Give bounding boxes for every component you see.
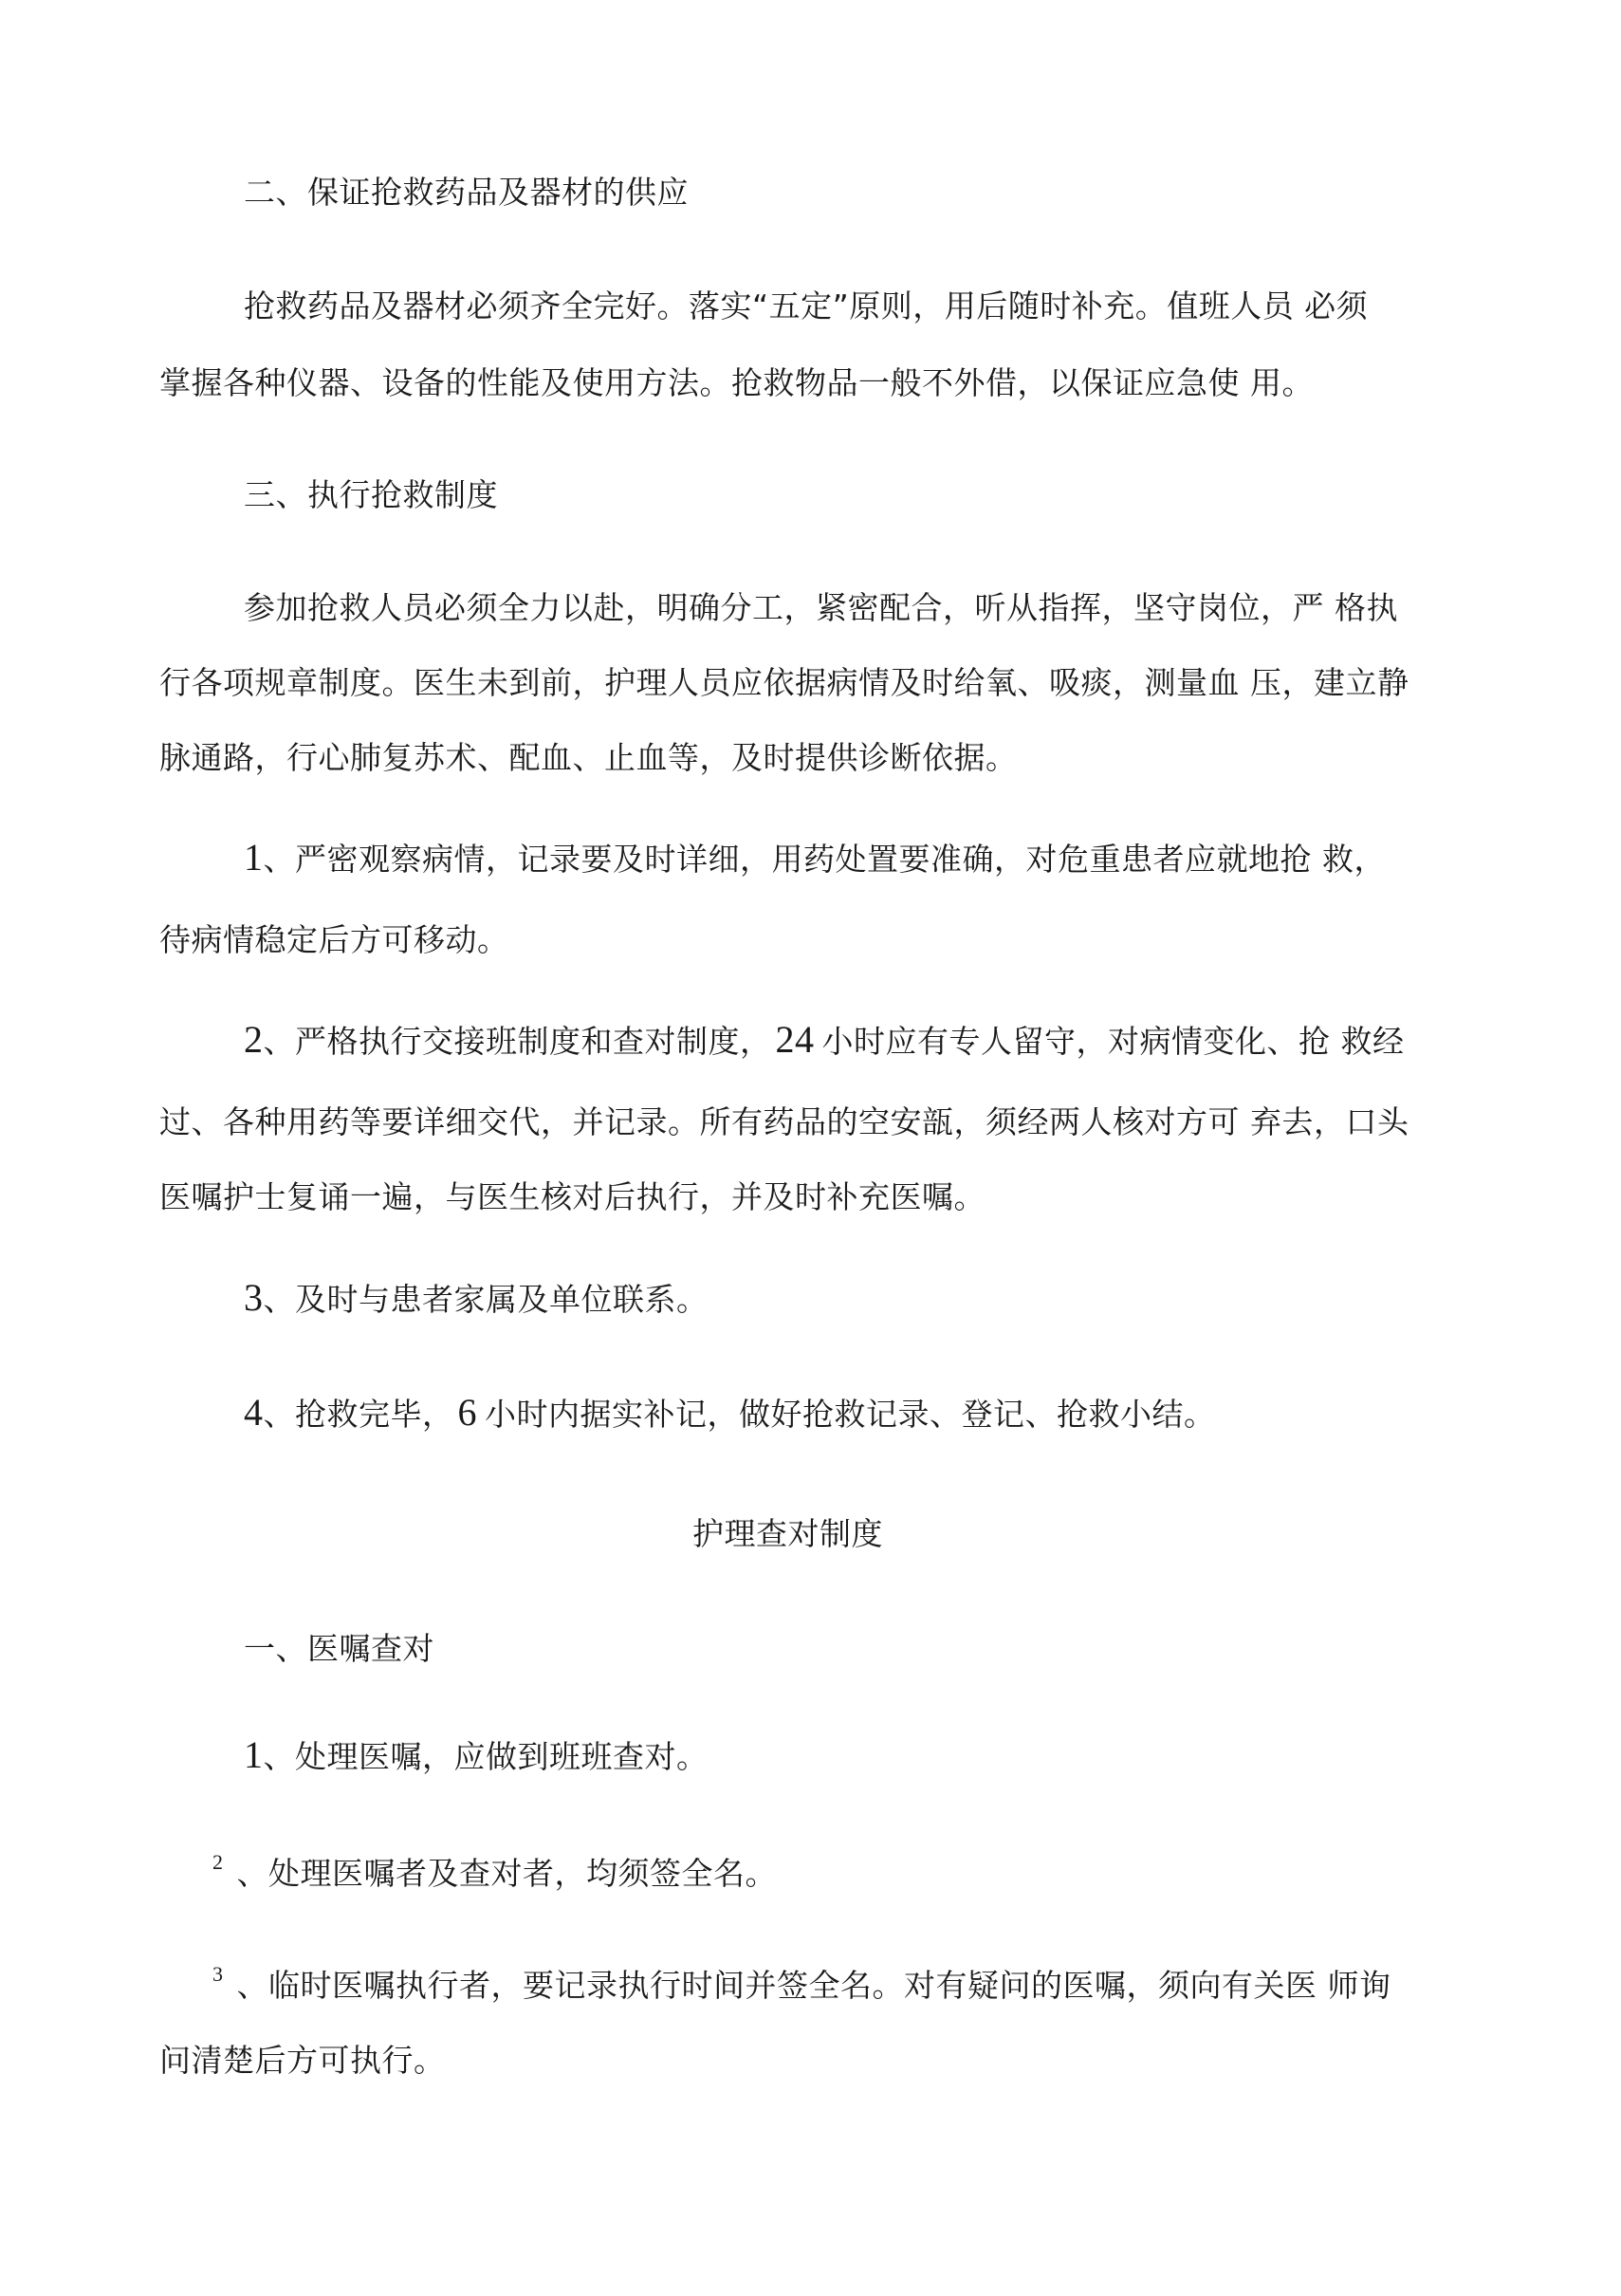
item-4-text-b: 小时内据实补记，做好抢救记录、登记、抢救小结。 xyxy=(485,1396,1216,1433)
sub-item-1-number: 1 xyxy=(244,1733,264,1776)
item-2-line-2: 过、各种用药等要详细交代，并记录。所有药品的空安瓿，须经两人核对方可 弃去，口头 xyxy=(159,1103,1409,1140)
sub-item-3-number: 3 xyxy=(212,1962,224,1986)
item-4-number: 4 xyxy=(244,1391,264,1434)
sub-heading-order-check: 一、医嘱查对 xyxy=(244,1630,434,1667)
item-1-number: 1 xyxy=(244,836,264,879)
item-3-line xyxy=(244,1276,709,1319)
sub-item-3-text: 、临时医嘱执行者，要记录执行时间并签全名。对有疑问的医嘱，须向有关医 师询 xyxy=(236,1967,1391,2004)
item-2-text-b: 小时应有专人留守，对病情变化、抢 救经 xyxy=(821,1023,1405,1060)
section-two-para-line-2: 掌握各种仪器、设备的性能及使用方法。抢救物品一般不外借，以保证应急使 用。 xyxy=(159,364,1314,401)
item-2-hours: 24 xyxy=(775,1018,815,1061)
item-4-line xyxy=(244,1391,1216,1434)
sub-item-2-text: 、处理医嘱者及查对者，均须签全名。 xyxy=(236,1855,777,1892)
item-4-hours: 6 xyxy=(457,1391,477,1434)
sub-item-2-number: 2 xyxy=(212,1850,224,1874)
section-three-para-line-2: 行各项规章制度。医生未到前，护理人员应依据病情及时给氧、吸痰，测量血 压，建立静 xyxy=(159,664,1409,701)
section-three-heading: 三、执行抢救制度 xyxy=(244,476,498,513)
section-three-para-line-3: 脉通路，行心肺复苏术、配血、止血等，及时提供诊断依据。 xyxy=(159,739,1018,776)
item-3-text: 、及时与患者家属及单位联系。 xyxy=(263,1281,709,1318)
sub-item-3-line-1 xyxy=(212,1962,1391,2009)
sub-item-3-line-2: 问清楚后方可执行。 xyxy=(159,2042,446,2079)
item-2-line-3: 医嘱护士复诵一遍，与医生核对后执行，并及时补充医嘱。 xyxy=(159,1178,985,1215)
item-1-line-2: 待病情稳定后方可移动。 xyxy=(159,921,509,958)
sub-item-1-line xyxy=(244,1733,709,1776)
section-three-para-line-1: 参加抢救人员必须全力以赴，明确分工，紧密配合，听从指挥，坚守岗位，严 格执 xyxy=(244,589,1398,626)
section-two-para-line-1: 抢救药品及器材必须齐全完好。落实“五定”原则，用后随时补充。值班人员 必须 xyxy=(244,287,1369,324)
item-4-text-a: 、抢救完毕， xyxy=(263,1396,454,1433)
sub-item-1-text: 、处理医嘱，应做到班班查对。 xyxy=(263,1738,709,1775)
section-title-nursing-check: 护理查对制度 xyxy=(692,1515,883,1552)
item-2-text-a: 、严格执行交接班制度和查对制度， xyxy=(263,1023,772,1060)
item-1-line-1 xyxy=(244,836,1386,879)
item-2-line-1 xyxy=(244,1018,1405,1061)
item-1-text: 、严密观察病情，记录要及时详细，用药处置要准确，对危重患者应就地抢 救， xyxy=(263,841,1386,878)
section-two-heading: 二、保证抢救药品及器材的供应 xyxy=(244,174,689,211)
item-3-number: 3 xyxy=(244,1276,264,1319)
sub-item-2-line xyxy=(212,1850,777,1897)
item-2-number: 2 xyxy=(244,1018,264,1061)
